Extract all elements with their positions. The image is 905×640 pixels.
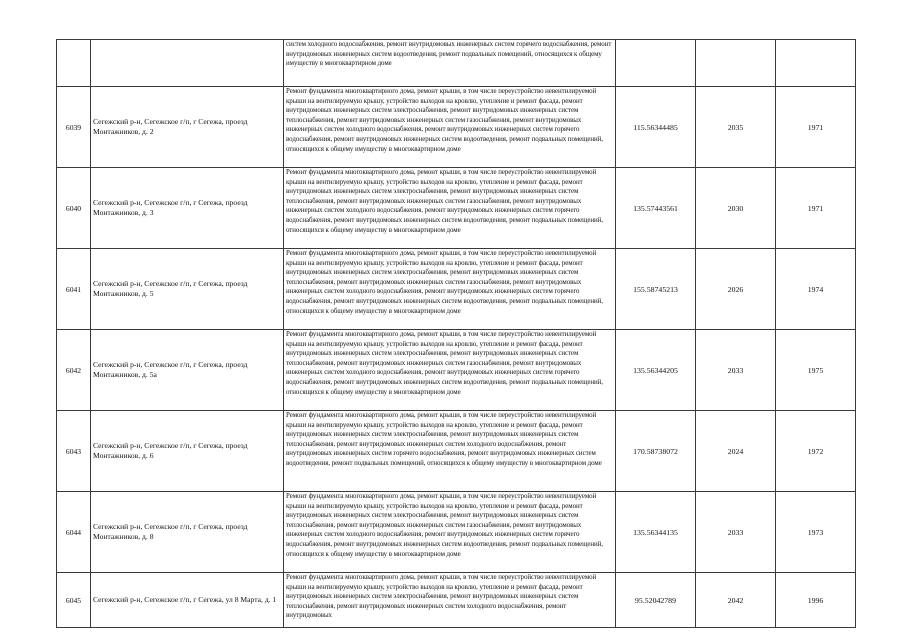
row-address: Сегежский р-н, Сегежское г/п, г Сегежа, проезд Монтажников, д. 2 bbox=[91, 87, 284, 168]
row-repair-year: 2033 bbox=[696, 492, 776, 573]
row-number: 6039 bbox=[57, 87, 91, 168]
table-row bbox=[57, 492, 856, 573]
row-repair-year: 2024 bbox=[696, 411, 776, 492]
row-number: 6044 bbox=[57, 492, 91, 573]
row-number: 6041 bbox=[57, 249, 91, 330]
row-number: 6045 bbox=[57, 573, 91, 628]
table-row bbox=[57, 330, 856, 411]
row-area-value: 135.56344135 bbox=[616, 492, 696, 573]
row-build-year: 1971 bbox=[776, 87, 856, 168]
row-address: Сегежский р-н, Сегежское г/п, г Сегежа, проезд Монтажников, д. 3 bbox=[91, 168, 284, 249]
row-work-list: Ремонт фундамента многоквартирного дома, ремонт крыши, в том числе переустройство невентилируемой крыши на вентилируемую крышу, устройство выходов на кровлю, утепление и ремонт фасада, ремонт внутридомовых инженерных систем электроснабжения, ремонт внутридомовых инженерных систем теплоснабжения, ремонт внутридомовых инженерных систем холодного водоснабжения, ремонт внутридомовых инженерных систем горячего водоснабжения, ремонт внутридомовых инженерных систем водоотведения, ремонт подвальных помещений, относящихся к общему имуществу в многоквартирном доме bbox=[286, 412, 602, 467]
row-area-value: 135.56344205 bbox=[616, 330, 696, 411]
table-row bbox=[57, 40, 856, 87]
row-area-value: 155.58745213 bbox=[616, 249, 696, 330]
table-row bbox=[57, 411, 856, 492]
row-build-year: 1974 bbox=[776, 249, 856, 330]
row-repair-year: 2042 bbox=[696, 573, 776, 628]
row-number: 6043 bbox=[57, 411, 91, 492]
row-work-list: систем холодного водоснабжения, ремонт внутридомовых инженерных систем горячего водоснабжения, ремонт внутридомовых инженерных систем водоотведения, ремонт подвальных помещений, относящихся к общему имуществу в многоквартирном доме bbox=[286, 41, 612, 68]
row-work-list: Ремонт фундамента многоквартирного дома, ремонт крыши, в том числе переустройство невентилируемой крыши на вентилируемую крышу, устройство выходов на кровлю, утепление и ремонт фасада, ремонт внутридомовых инженерных систем электроснабжения, ремонт внутридомовых инженерных систем теплоснабжения, ремонт внутридомовых инженерных систем холодного водоснабжения, ремонт внутридомовых bbox=[286, 574, 597, 620]
row-work-list: Ремонт фундамента многоквартирного дома, ремонт крыши, в том числе переустройство невентилируемой крыши на вентилируемую крышу, устройство выходов на кровлю, утепление и ремонт фасада, ремонт внутридомовых инженерных систем электроснабжения, ремонт внутридомовых инженерных систем теплоснабжения, ремонт внутридомовых инженерных систем газоснабжения, ремонт внутридомовых инженерных систем холодного водоснабжения, ремонт внутридомовых инженерных систем горячего водоснабжения, ремонт внутридомовых инженерных систем водоотведения, ремонт подвальных помещений, относящихся к общему имуществу в многоквартирном доме bbox=[286, 250, 603, 315]
row-build-year: 1972 bbox=[776, 411, 856, 492]
row-number: 6042 bbox=[57, 330, 91, 411]
row-area-value: 170.58738072 bbox=[616, 411, 696, 492]
row-repair-year: 2033 bbox=[696, 330, 776, 411]
table-row bbox=[57, 168, 856, 249]
row-address: Сегежский р-н, Сегежское г/п, г Сегежа, проезд Монтажников, д. 8 bbox=[91, 492, 284, 573]
table-row bbox=[57, 249, 856, 330]
row-address: Сегежский р-н, Сегежское г/п, г Сегежа, ул 8 Марта, д. 1 bbox=[91, 573, 284, 628]
row-area-value: 135.57443561 bbox=[616, 168, 696, 249]
row-area-value: 95.52042789 bbox=[616, 573, 696, 628]
row-work-list: Ремонт фундамента многоквартирного дома, ремонт крыши, в том числе переустройство невентилируемой крыши на вентилируемую крышу, устройство выходов на кровлю, утепление и ремонт фасада, ремонт внутридомовых инженерных систем электроснабжения, ремонт внутридомовых инженерных систем теплоснабжения, ремонт внутридомовых инженерных систем газоснабжения, ремонт внутридомовых инженерных систем холодного водоснабжения, ремонт внутридомовых инженерных систем горячего водоснабжения, ремонт внутридомовых инженерных систем водоотведения, ремонт подвальных помещений, относящихся к общему имуществу в многоквартирном доме bbox=[286, 493, 603, 558]
table-row bbox=[57, 87, 856, 168]
row-number bbox=[57, 40, 91, 87]
row-build-year bbox=[776, 40, 856, 87]
row-build-year: 1971 bbox=[776, 168, 856, 249]
row-repair-year: 2035 bbox=[696, 87, 776, 168]
row-work-list: Ремонт фундамента многоквартирного дома, ремонт крыши, в том числе переустройство невентилируемой крыши на вентилируемую крышу, устройство выходов на кровлю, утепление и ремонт фасада, ремонт внутридомовых инженерных систем электроснабжения, ремонт внутридомовых инженерных систем теплоснабжения, ремонт внутридомовых инженерных систем газоснабжения, ремонт внутридомовых инженерных систем холодного водоснабжения, ремонт внутридомовых инженерных систем горячего водоснабжения, ремонт внутридомовых инженерных систем водоотведения, ремонт подвальных помещений, относящихся к общему имуществу в многоквартирном доме bbox=[286, 331, 603, 396]
row-repair-year: 2026 bbox=[696, 249, 776, 330]
row-area-value: 115.56344485 bbox=[616, 87, 696, 168]
row-area-value bbox=[616, 40, 696, 87]
row-work-list: Ремонт фундамента многоквартирного дома, ремонт крыши, в том числе переустройство невентилируемой крыши на вентилируемую крышу, устройство выходов на кровлю, утепление и ремонт фасада, ремонт внутридомовых инженерных систем электроснабжения, ремонт внутридомовых инженерных систем теплоснабжения, ремонт внутридомовых инженерных систем газоснабжения, ремонт внутридомовых инженерных систем холодного водоснабжения, ремонт внутридомовых инженерных систем горячего водоснабжения, ремонт внутридомовых инженерных систем водоотведения, ремонт подвальных помещений, относящихся к общему имуществу в многоквартирном доме bbox=[286, 169, 603, 234]
row-build-year: 1975 bbox=[776, 330, 856, 411]
row-build-year: 1996 bbox=[776, 573, 856, 628]
row-address bbox=[91, 40, 284, 87]
row-address: Сегежский р-н, Сегежское г/п, г Сегежа, проезд Монтажников, д. 5а bbox=[91, 330, 284, 411]
row-repair-year: 2030 bbox=[696, 168, 776, 249]
row-number: 6040 bbox=[57, 168, 91, 249]
row-address: Сегежский р-н, Сегежское г/п, г Сегежа, проезд Монтажников, д. 6 bbox=[91, 411, 284, 492]
table-row bbox=[57, 573, 856, 628]
row-work-list: Ремонт фундамента многоквартирного дома, ремонт крыши, в том числе переустройство невентилируемой крыши на вентилируемую крышу, устройство выходов на кровлю, утепление и ремонт фасада, ремонт внутридомовых инженерных систем электроснабжения, ремонт внутридомовых инженерных систем теплоснабжения, ремонт внутридомовых инженерных систем газоснабжения, ремонт внутридомовых инженерных систем холодного водоснабжения, ремонт внутридомовых инженерных систем горячего водоснабжения, ремонт внутридомовых инженерных систем водоотведения, ремонт подвальных помещений, относящихся к общему имуществу в многоквартирном доме bbox=[286, 88, 603, 153]
row-repair-year bbox=[696, 40, 776, 87]
capital-repair-table bbox=[56, 39, 856, 628]
row-address: Сегежский р-н, Сегежское г/п, г Сегежа, проезд Монтажников, д. 5 bbox=[91, 249, 284, 330]
row-build-year: 1973 bbox=[776, 492, 856, 573]
